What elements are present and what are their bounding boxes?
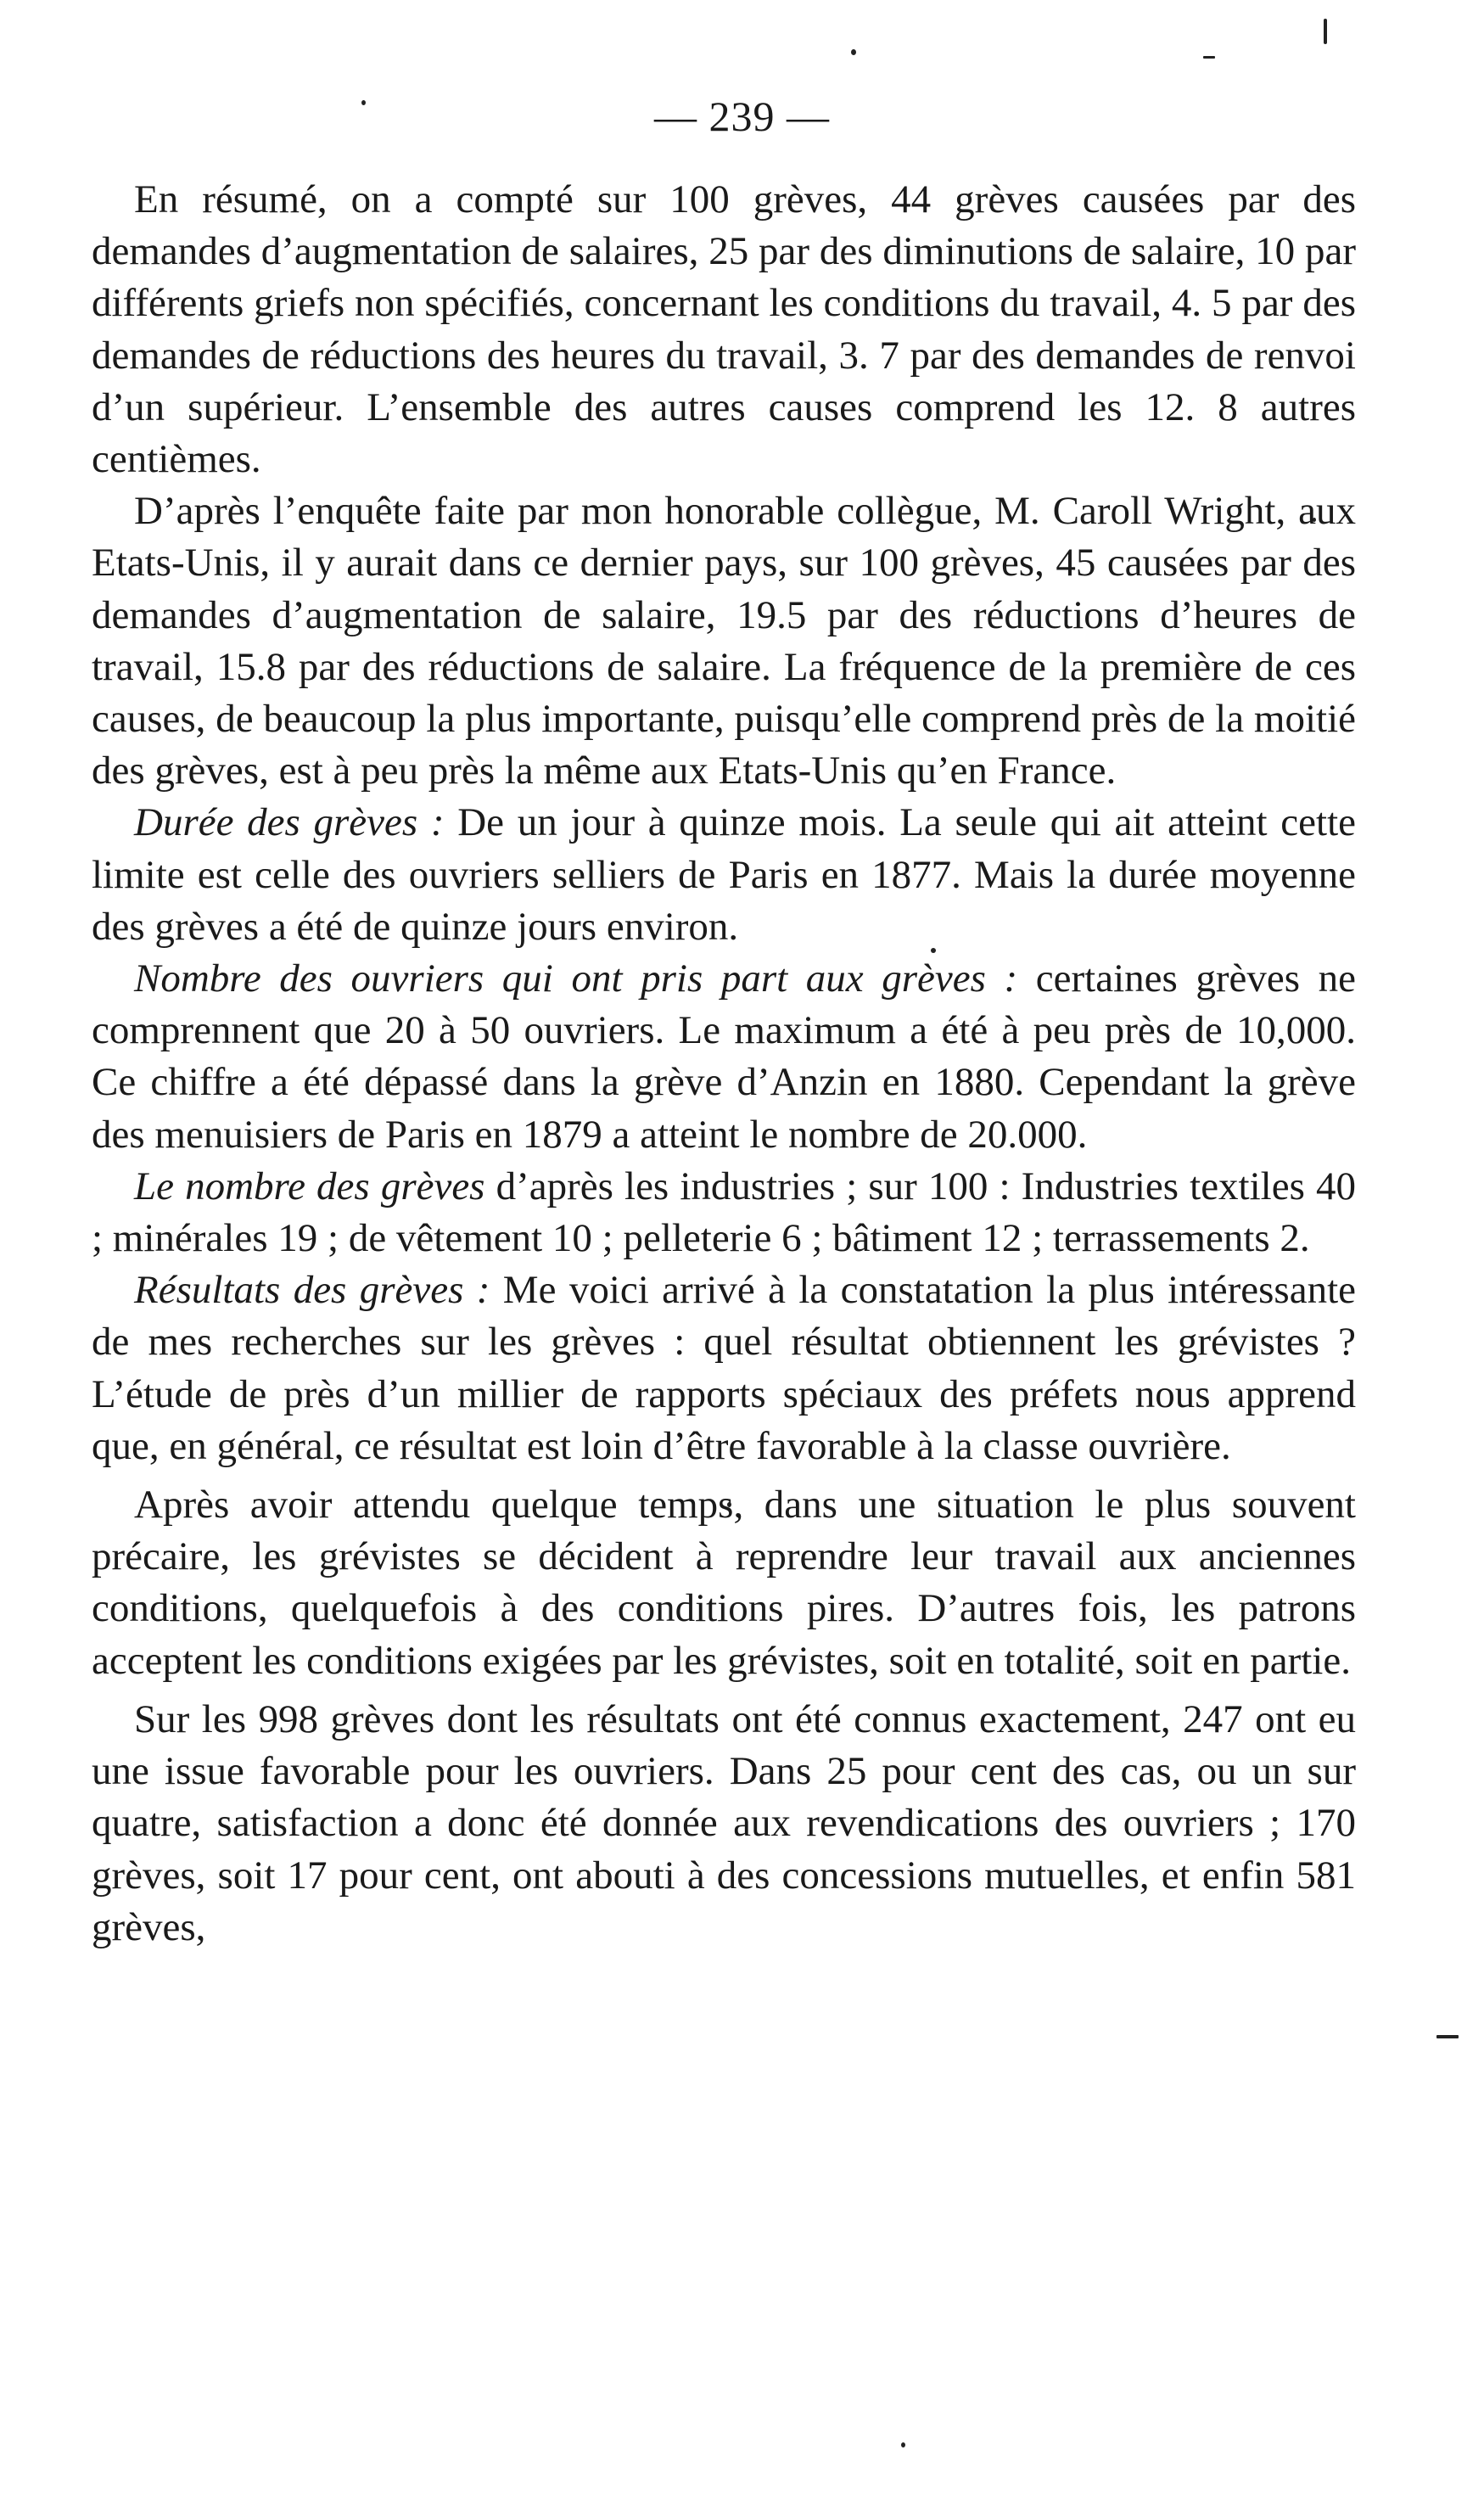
paragraph — [92, 1479, 1356, 1687]
paragraph-lead: Résultats des grèves : — [134, 1268, 490, 1313]
paragraph — [92, 953, 1356, 1161]
paragraph-text: certaines grèves ne comprennent que 20 à 50 ouvriers. Le maximum a été à peu près de 10,000. Ce chiffre a été dépassé dans la grève d’Anzin en 1880. Cependant la grève des menuisiers de Paris en 1879 a atteint le nombre de 20.000. — [92, 956, 1356, 1157]
text-body — [92, 174, 1356, 1954]
paragraph-lead: Le nombre des grèves — [134, 1163, 485, 1208]
paragraph-text: Après avoir attendu quelque temps, dans une situation le plus souvent précaire, les grévistes se décident à reprendre leur travail aux anciennes conditions, quelquefois à des conditions pires. D’autres fois, les patrons acceptent les conditions exigées par les grévistes, soit en totalité, soit en partie. — [92, 1483, 1356, 1683]
paragraph — [92, 1161, 1356, 1264]
paragraph — [92, 174, 1356, 485]
paragraph-text: En résumé, on a compté sur 100 grèves, 44 grèves causées par des demandes d’augmentation de salaires, 25 par des diminutions de salaire, 10 par différents griefs non spécifiés, concernant les conditions du travail, 4. 5 par des demandes de réductions des heures du travail, 3. 7 par des demandes de renvoi d’un supérieur. L’ensemble des autres causes comprend les 12. 8 autres centièmes. — [92, 177, 1356, 482]
paragraph-text: Sur les 998 grèves dont les résultats ont été connus exactement, 247 ont eu une issue favorable pour les ouvriers. Dans 25 pour cent des cas, ou un sur quatre, satisfaction a donc été donnée aux revendications des ouvriers ; 170 grèves, soit 17 pour cent, ont abouti à des concessions mutuelles, et enfin 581 grèves, — [92, 1696, 1356, 1949]
paragraph-text: d’après les industries ; sur 100 : Industries textiles 40 ; minérales 19 ; de vêtement 10 ; pelleterie 6 ; bâtiment 12 ; terrassements 2. — [92, 1163, 1356, 1261]
paragraph-text: Me voici arrivé à la constatation la plus intéressante de mes recherches sur les grèves : quel résultat obtiennent les grévistes ? L’étude de près d’un millier de rapports spéciaux des préfets nous apprend que, en général, ce résultat est loin d’être favorable à la classe ouvrière. — [92, 1268, 1356, 1468]
scan-speck — [901, 2442, 905, 2447]
paragraph — [92, 485, 1356, 797]
scan-speck — [1324, 19, 1327, 44]
scan-speck — [851, 49, 856, 55]
scan-speck — [1436, 2035, 1459, 2038]
paragraph — [92, 1264, 1356, 1472]
paragraph-lead: Durée des grèves : — [134, 800, 445, 845]
paragraph-text: De un jour à quinze mois. La seule qui ait atteint cette limite est celle des ouvriers selliers de Paris en 1877. Mais la durée moyenne des grèves a été de quinze jours environ. — [92, 800, 1357, 949]
scan-speck — [1203, 56, 1215, 59]
paragraph — [92, 797, 1356, 953]
page-number: — 239 — — [654, 93, 830, 140]
paragraph — [92, 1694, 1356, 1954]
paragraph-text: D’après l’enquête faite par mon honorable collègue, M. Caroll Wright, aux Etats-Unis, il y aurait dans ce dernier pays, sur 100 grèves, 45 causées par des demandes d’augmentation de salaire, 19.5 par des réductions d’heures de travail, 15.8 par des réductions de salaire. La fréquence de la première de ces causes, de beaucoup la plus importante, puisqu’elle comprend près de la moitié des grèves, est à peu près la même aux Etats-Unis qu’en France. — [92, 489, 1356, 793]
paragraph-lead: Nombre des ouvriers qui ont pris part aux grèves : — [134, 956, 1018, 1001]
